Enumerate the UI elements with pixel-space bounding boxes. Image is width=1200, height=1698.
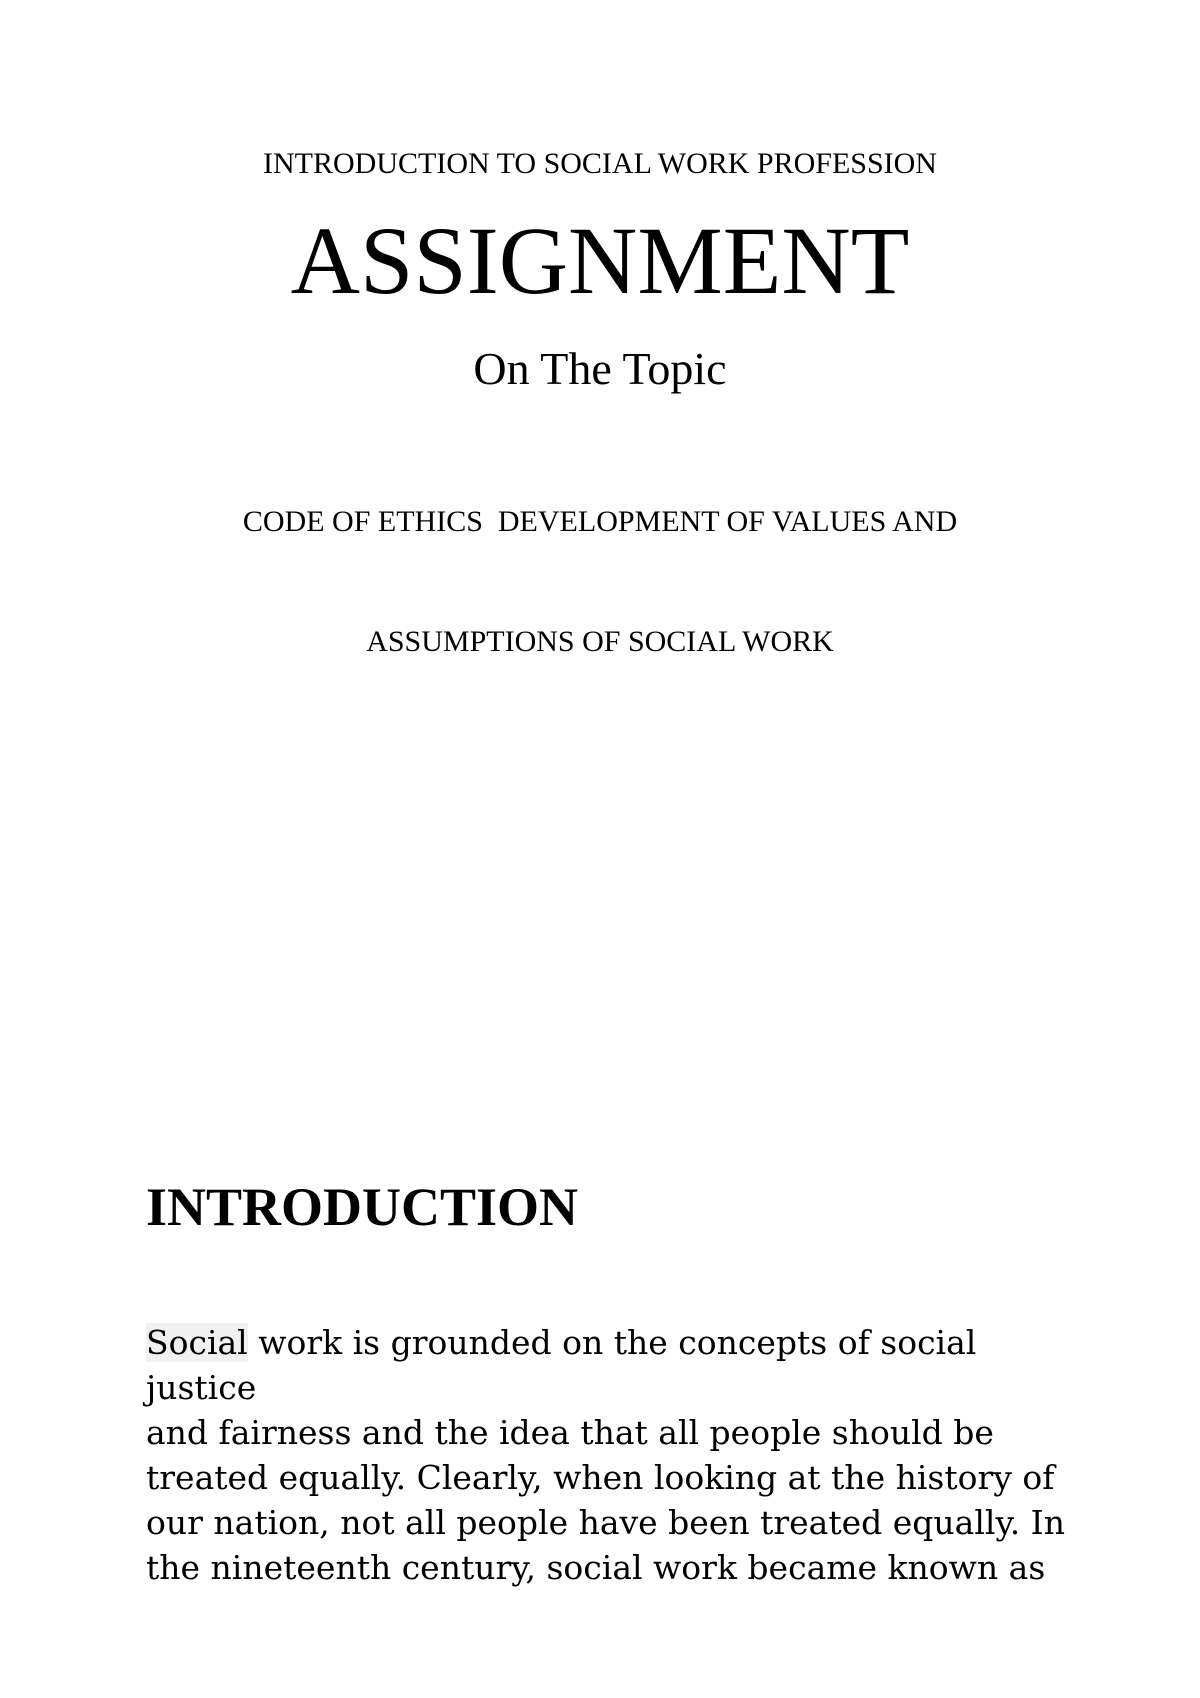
paragraph-line-3: treated equally. Clearly, when looking at the history of bbox=[146, 1458, 1055, 1497]
paragraph-line-4: our nation, not all people have been treated equally. In bbox=[146, 1503, 1065, 1542]
highlighted-word: Social bbox=[146, 1323, 248, 1362]
topic-title-line-2: ASSUMPTIONS OF SOCIAL WORK bbox=[366, 625, 834, 658]
topic-title-line-1: CODE OF ETHICS DEVELOPMENT OF VALUES AND bbox=[242, 505, 958, 538]
introduction-paragraph bbox=[146, 1320, 1076, 1590]
paragraph-line-5: the nineteenth century, social work became known as bbox=[146, 1548, 1046, 1587]
course-title: INTRODUCTION TO SOCIAL WORK PROFESSION bbox=[263, 147, 937, 180]
assignment-title: ASSIGNMENT bbox=[290, 207, 910, 314]
paragraph-line-2: and fairness and the idea that all people should be bbox=[146, 1413, 994, 1452]
paragraph-line-1-rest: work is grounded on the concepts of social justice bbox=[146, 1323, 977, 1407]
paragraph-line-1 bbox=[146, 1320, 1076, 1410]
introduction-heading: INTRODUCTION bbox=[146, 1177, 579, 1237]
topic-label: On The Topic bbox=[473, 343, 727, 394]
topic-title bbox=[200, 422, 1000, 742]
